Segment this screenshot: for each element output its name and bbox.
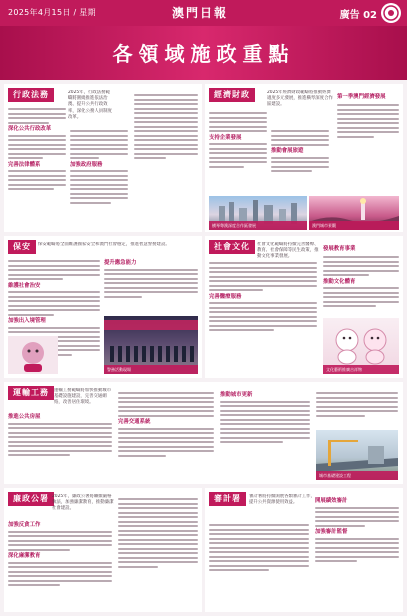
subheading: 維護社會治安 (8, 282, 41, 289)
section-lead: 2025年，行政法務範疇將圍繞推進依法治澳、提升公共行政效率，深化公務人員制度改革。 (68, 90, 112, 120)
section-tag: 廣告 02 (339, 10, 377, 21)
body-text (209, 260, 317, 334)
body-text (118, 496, 198, 570)
body-text (8, 106, 66, 193)
photo-caption: 橫琴粵澳深度合作區發展 (209, 221, 307, 230)
body-text (70, 128, 128, 206)
logo-mascot (8, 336, 58, 374)
subheading: 推動會展旅遊 (271, 148, 304, 155)
photo-hengqin (209, 196, 307, 230)
sidebar-heading: 第一季澳門經濟發展 (337, 94, 386, 100)
section-lead: 社會文化範疇將持續完善醫療、教育、社會保障等民生政策，推動文化事業發展。 (257, 242, 319, 260)
section-transport (4, 382, 403, 484)
photo-caption: 澳門城市景觀 (309, 221, 399, 230)
subheading: 加強審計監督 (315, 529, 348, 536)
section-economy (205, 84, 403, 232)
photo-mascots (323, 318, 399, 374)
subheading: 提升應急能力 (104, 260, 137, 267)
subheading: 支持企業發展 (209, 134, 242, 141)
newspaper-seal-icon (381, 3, 401, 23)
subheading: 開展績效審計 (315, 498, 348, 505)
section-anticorruption (4, 488, 202, 612)
section-lead: 保安範疇將全面維護國家安全和澳門社會穩定，推進智慧警務建設。 (38, 242, 170, 247)
body-text (337, 102, 399, 140)
body-text (8, 412, 112, 459)
body-text (118, 390, 214, 459)
photo-city (309, 196, 399, 230)
section-label: 經濟財政 (209, 88, 255, 102)
body-text (271, 128, 329, 175)
sidebar-heading: 發展教育事業 (323, 246, 356, 252)
subheading: 深化廉潔教育 (8, 553, 41, 560)
section-social (205, 236, 403, 378)
subheading: 加強出入境管理 (8, 318, 46, 325)
issue-date: 2025年4月15日 / 星期 (8, 8, 96, 17)
subheading: 完善醫療服務 (209, 293, 242, 300)
subheading: 推動文化體育 (323, 278, 356, 285)
subheading: 加強反貪工作 (8, 522, 41, 529)
section-label: 運輸工務 (8, 386, 54, 400)
section-lead: 2025年經濟財政範疇將推動經濟適度多元發展，推進橫琴深度合作區建設。 (267, 90, 333, 108)
section-security (4, 236, 202, 378)
photo-caption: 文化藝術推廣吉祥物 (323, 365, 399, 374)
title-band (0, 26, 407, 80)
photo-construction (316, 430, 398, 480)
section-label: 審計署 (209, 492, 246, 506)
section-label: 社會文化 (209, 240, 255, 254)
page-title: 各領域施政重點 (112, 42, 295, 66)
section-label: 廉政公署 (8, 492, 54, 506)
photo-police (104, 316, 198, 374)
body-text (315, 496, 399, 565)
section-audit (205, 488, 403, 612)
photo-caption: 城市基礎建設工程 (316, 471, 398, 480)
top-bar (0, 0, 407, 26)
subheading: 深化公共行政改革 (8, 126, 52, 133)
section-label: 保安 (8, 240, 36, 254)
subheading: 加強政府服務 (70, 161, 103, 168)
body-text (209, 522, 309, 574)
photo-caption: 警務活動現場 (104, 365, 198, 374)
section-lead: 審計署將持續開展各類審計工作，提升公共資源使用效益。 (249, 494, 315, 506)
subheading: 推動城市更新 (220, 392, 253, 399)
body-text (316, 390, 398, 419)
section-lead: 2025年，廉政公署將繼續嚴格執法，加強廉潔教育，推動廉潔社會建設。 (52, 494, 114, 512)
section-admin (4, 84, 202, 232)
body-text (220, 390, 310, 446)
subheading: 完善交通系統 (118, 419, 151, 426)
body-text (209, 110, 267, 170)
section-lead: 運輸工務範疇將加快推動城市基礎設施建設，完善交通網絡，改善居住環境。 (54, 388, 112, 406)
subheading: 推進公共房屋 (8, 414, 41, 421)
body-text (8, 520, 112, 589)
section-label: 行政法務 (8, 88, 54, 102)
body-text (104, 258, 198, 300)
body-text (323, 254, 399, 310)
subheading: 完善法律體系 (8, 161, 41, 168)
masthead: 澳門日報 (172, 6, 229, 20)
body-text (134, 92, 198, 162)
